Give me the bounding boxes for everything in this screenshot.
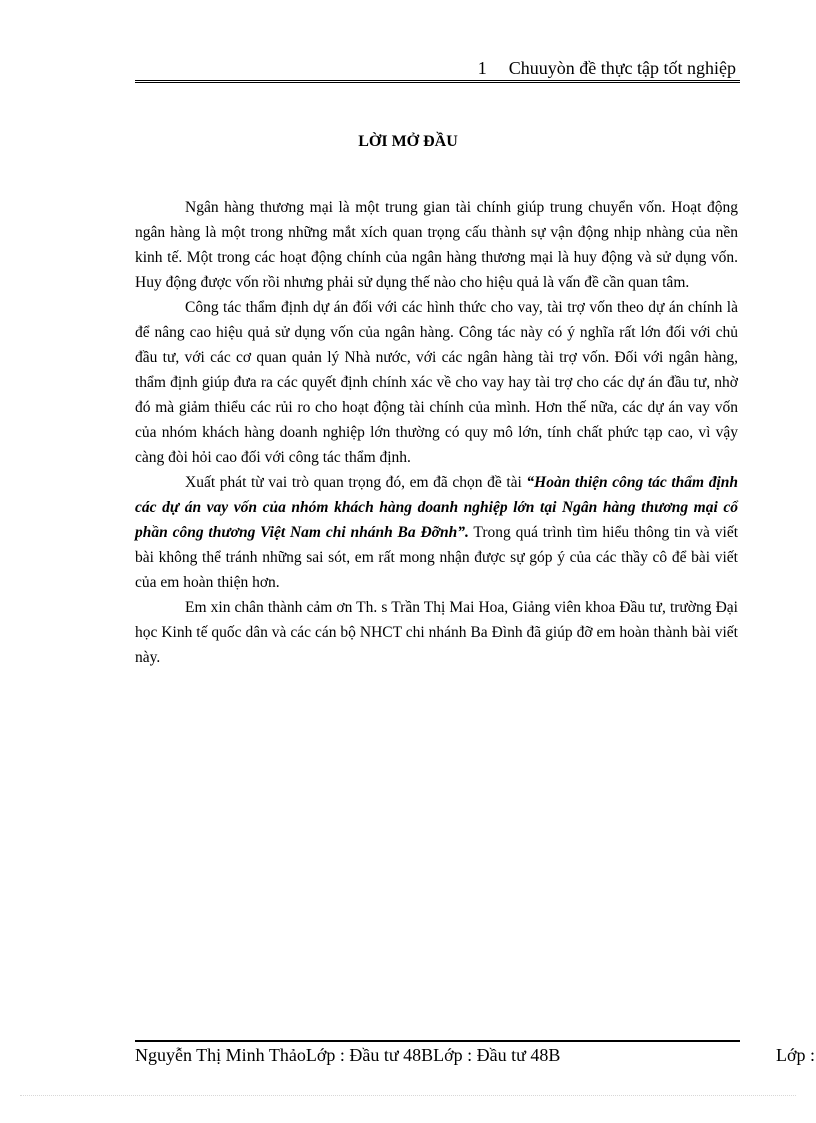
page-header	[135, 58, 740, 83]
paragraph-3-rest: Trong quá trình tìm hiểu thông tin và viết bài không thể tránh những sai sót, em rất mong nhận được sự góp ý của các thầy cô để bài viết của em hoàn thiện hơn.	[135, 524, 739, 591]
paragraph-3-intro: Xuất phát từ vai trò quan trọng đó, em đã chọn đề tài	[185, 474, 527, 491]
footer-class: Lớp :	[776, 1045, 816, 1065]
footer-rule	[135, 1040, 740, 1042]
page-bottom-divider	[20, 1095, 796, 1096]
paragraph-2: Công tác thẩm định dự án đối với các hình thức cho vay, tài trợ vốn theo dự án chính là để nâng cao hiệu quả sử dụng vốn của ngân hàng. Công tác này có ý nghĩa rất lớn đối với chủ đầu tư, với các cơ quan quản lý Nhà nước, với các ngân hàng tài trợ vốn. Đối với ngân hàng, thẩm định giúp đưa ra các quyết định chính xác về cho vay hay tài trợ cho các dự án đầu tư, nhờ đó mà giảm thiểu các rủi ro cho hoạt động tài chính của mình. Hơn thế nữa, các dự án vay vốn của nhóm khách hàng doanh nghiệp lớn thường có quy mô lớn, tính chất phức tạp cao, vì vậy càng đòi hỏi cao đối với công tác thẩm định.	[135, 299, 738, 466]
thesis-topic: “Hoàn thiện công tác thẩm định các dự án vay vốn của nhóm khách hàng doanh nghiệp lớn tại Ngân hàng thương mại cổ phần công thương Việt Nam chi nhánh Ba Đỡnh”.	[135, 474, 738, 541]
paragraph-3	[135, 470, 738, 595]
paragraph-1: Ngân hàng thương mại là một trung gian tài chính giúp trung chuyển vốn. Hoạt động ngân hàng là một trong những mắt xích quan trọng cấu thành sự vận động nhịp nhàng của nền kinh tế. Một trong các hoạt động chính của ngân hàng thương mại là huy động và sử dụng vốn. Huy động được vốn rồi nhưng phải sử dụng thế nào cho hiệu quả là vấn đề cần quan tâm.	[135, 199, 738, 291]
header-text	[478, 58, 736, 79]
paragraph-4: Em xin chân thành cảm ơn Th. s Trần Thị Mai Hoa, Giảng viên khoa Đầu tư, trường Đại học Kinh tế quốc dân và các cán bộ NHCT chi nhánh Ba Đình đã giúp đỡ em hoàn thành bài viết này.	[135, 599, 738, 666]
header-title: Chuuyòn đề thực tập tốt nghiệp	[508, 58, 736, 78]
page-title: LỜI MỞ ĐẦU	[358, 133, 458, 150]
document-body	[135, 195, 738, 670]
page-number: 1	[477, 58, 487, 78]
footer-author: Nguyễn Thị Minh ThảoLớp : Đầu tư 48BLớp : Đầu tư 48B	[135, 1045, 561, 1065]
